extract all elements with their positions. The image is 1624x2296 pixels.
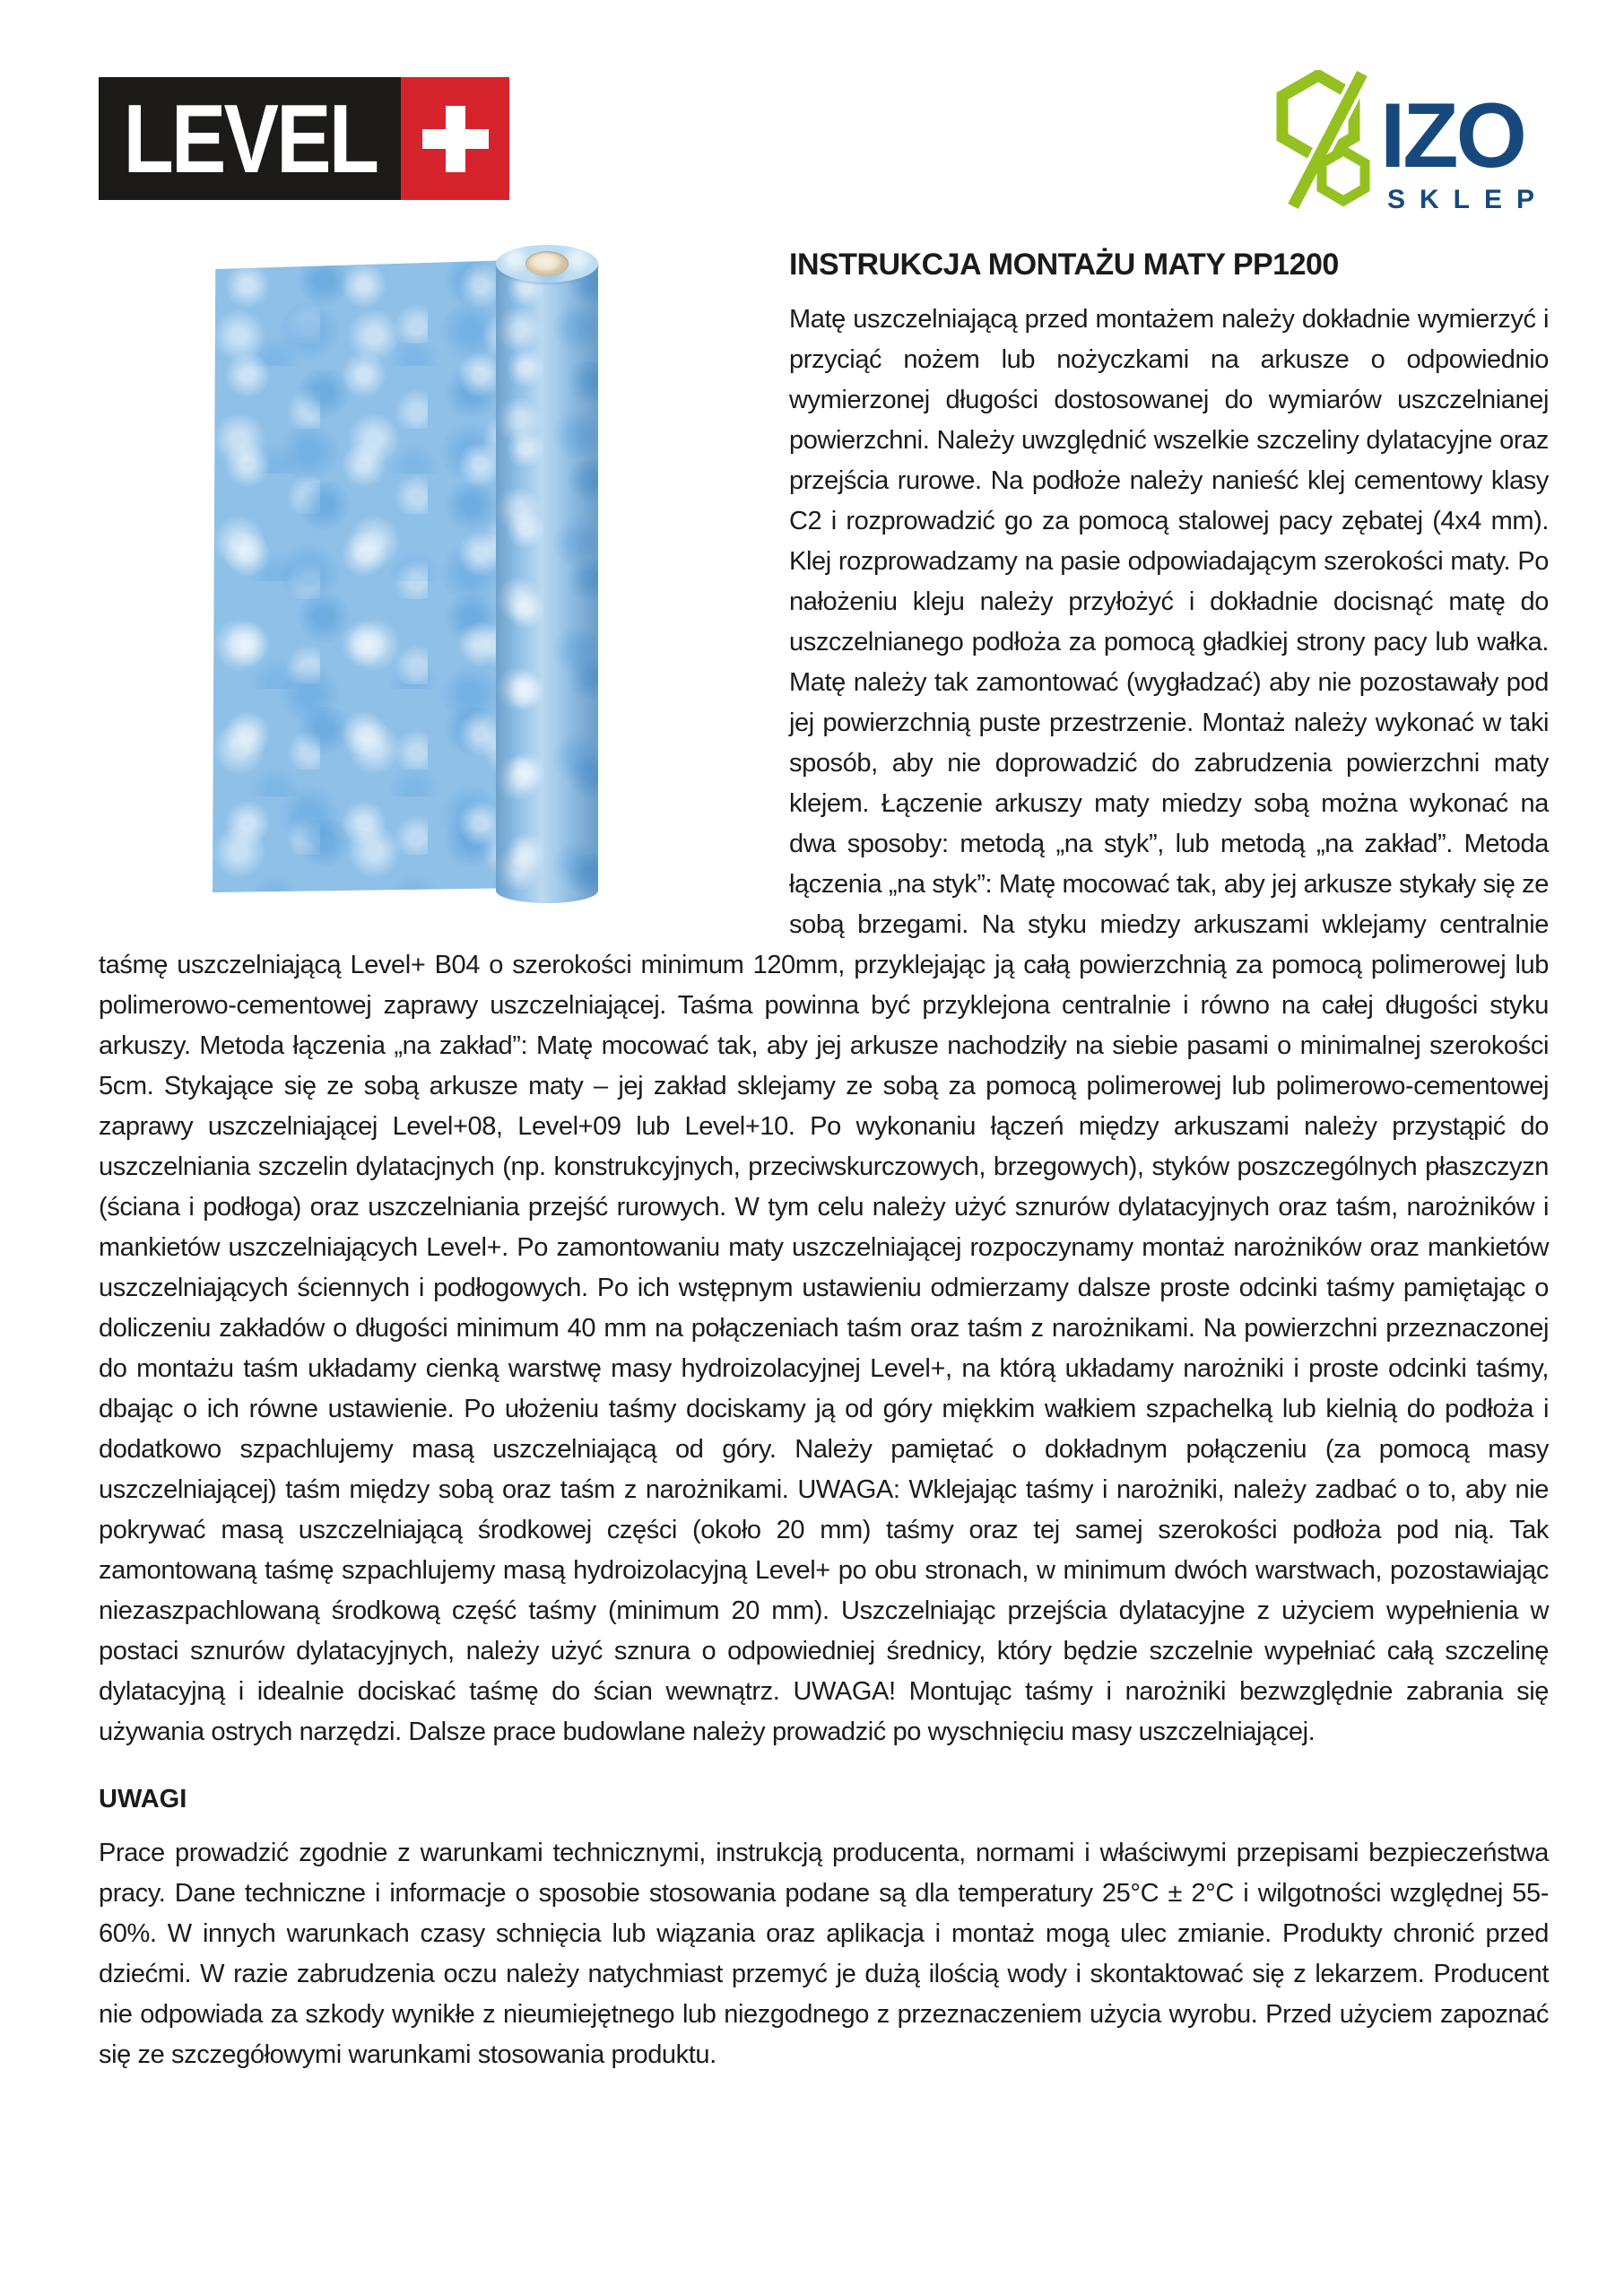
- level-logo-text: LEVEL: [123, 83, 377, 194]
- membrane-roll-core: [525, 251, 569, 276]
- instructions-paragraph: Matę uszczelniającą przed montażem należy dokładnie wymierzyć i przyciąć nożem lub nożyczkami na arkusze o odpowiednio wymierzonej długości dostosowanej do wymiarów uszczelnianej powierzchni. Należy uwzględnić wszelkie szczeliny dylatacyjne oraz przejścia rurowe. Na podłoże należy nanieść klej cementowy klasy C2 i rozprowadzić go za pomocą stalowej pacy zębatej (4x4 mm). Klej rozprowadzamy na pasie odpowiadającym szerokości maty. Po nałożeniu kleju należy przyłożyć i dokładnie docisnąć matę do uszczelnianego podłoża za pomocą gładkiej strony pacy lub wałka. Matę należy tak zamontować (wygładzać) aby nie pozostawały pod jej powierzchnią puste przestrzenie. Montaż należy wykonać w taki sposób, aby nie doprowadzić do zabrudzenia powierzchni maty klejem. Łączenie arkuszy maty miedzy sobą można wykonać na dwa sposoby: metodą „na styk”, lub metodą „na zakład”. Metoda łączenia „na styk”: Matę mocować tak, aby jej arkusze stykały się ze sobą brzegami. Na styku miedzy arkuszami wklejamy centralnie taśmę uszczelniającą Level+ B04 o szerokości minimum 120mm, przyklejając ją całą powierzchnią za pomocą polimerowej lub polimerowo-cementowej zaprawy uszczelniającej. Taśma powinna być przyklejona centralnie i równo na całej długości styku arkuszy. Metoda łączenia „na zakład”: Matę mocować tak, aby jej arkusze nachodziły na siebie pasami o minimalnej szerokości 5cm. Stykające się ze sobą arkusze maty – jej zakład sklejamy ze sobą za pomocą polimerowej lub polimerowo-cementowej zaprawy uszczelniającej Level+08, Level+09 lub Level+10. Po wykonaniu łączeń między arkuszami należy przystąpić do uszczelniania szczelin dylatacjnych (np. konstrukcyjnych, przeciwskurczowych, brzegowych), styków poszczególnych płaszczyzn (ściana i podłoga) oraz uszczelniania przejść rurowych. W tym celu należy użyć sznurów dylatacyjnych oraz taśm, narożników i mankietów uszczelniających Level+. Po zamontowaniu maty uszczelniającej rozpoczynamy montaż narożników oraz mankietów uszczelniających ściennych i podłogowych. Po ich wstępnym ustawieniu odmierzamy dalsze proste odcinki taśmy pamiętając o doliczeniu zakładów o długości minimum 40 mm na połączeniach taśm oraz taśm z narożnikami. Na powierzchni przeznaczonej do montażu taśm układamy cienką warstwę masy hydroizolacyjnej Level+, na którą układamy narożniki i proste odcinki taśmy, dbając o ich równe ustawienie. Po ułożeniu taśmy dociskamy ją od góry miękkim wałkiem szpachelką lub kielnią do podłoża i dodatkowo szpachlujemy masą uszczelniającą od góry. Należy pamiętać o dokładnym połączeniu (za pomocą masy uszczelniającej) taśm między sobą oraz taśm z narożnikami. UWAGA: Wklejając taśmy i narożniki, należy zadbać o to, aby nie pokrywać masą uszczelniającą środkowej części (około 20 mm) taśmy oraz tej samej szerokości podłoża pod nią. Tak zamontowaną taśmę szpachlujemy masą hydroizolacyjną Level+ po obu stronach, w minimum dwóch warstwach, pozostawiając niezaszpachlowaną środkową część taśmy (minimum 20 mm). Uszczelniając przejścia dylatacyjne z użyciem wypełnienia w postaci sznurów dylatacyjnych, należy użyć sznura o odpowiedniej średnicy, który będzie szczelnie wypełniać całą szczelinę dylatacyjną i idealnie dociskać taśmę do ścian wewnątrz. UWAGA! Montując taśmy i narożniki bezwzględnie zabrania się używania ostrych narzędzi. Dalsze prace budowlane należy prowadzić po wyschnięciu masy uszczelniającej.: [99, 305, 1549, 1746]
- izo-logo-subtext: SKLEP: [1386, 184, 1549, 214]
- page-title: INSTRUKCJA MONTAŻU MATY PP1200: [789, 248, 1339, 282]
- product-photo: [99, 245, 789, 909]
- level-logo-black-box: [99, 77, 401, 200]
- uwagi-heading: UWAGI: [99, 1785, 187, 1813]
- izo-sklep-logo: [1274, 70, 1549, 215]
- level-plus-logo: [99, 77, 509, 200]
- uwagi-paragraph: Prace prowadzić zgodnie z warunkami technicznymi, instrukcją producenta, normami i właściwymi przepisami bezpieczeństwa pracy. Dane techniczne i informacje o sposobie stosowania podane są dla temperatury 25°C ± 2°C i wilgotności względnej 55-60%. W innych warunkach czasy schnięcia lub wiązania oraz aplikacja i montaż mogą ulec zmianie. Produkty chronić przed dziećmi. W razie zabrudzenia oczu należy natychmiast przemyć je dużą ilością wody i skontaktować się z lekarzem. Producent nie odpowiada za szkody wynikłe z nieumiejętnego lub niezgodnego z przeznaczeniem użycia wyrobu. Przed użyciem zapoznać się ze szczegółowymi warunkami stosowania produktu.: [99, 1839, 1549, 2069]
- membrane-roll-top: [496, 245, 598, 283]
- izo-hexagon-icon: [1274, 70, 1375, 215]
- izo-logo-text-column: [1380, 70, 1549, 215]
- membrane-roll: [496, 245, 598, 903]
- header: [99, 72, 1549, 220]
- izo-logo-text: IZO: [1379, 84, 1524, 187]
- plus-icon: [422, 106, 489, 172]
- document-body: [99, 245, 1549, 2075]
- level-logo-red-box: [401, 77, 509, 200]
- membrane-roll-body: [496, 263, 598, 903]
